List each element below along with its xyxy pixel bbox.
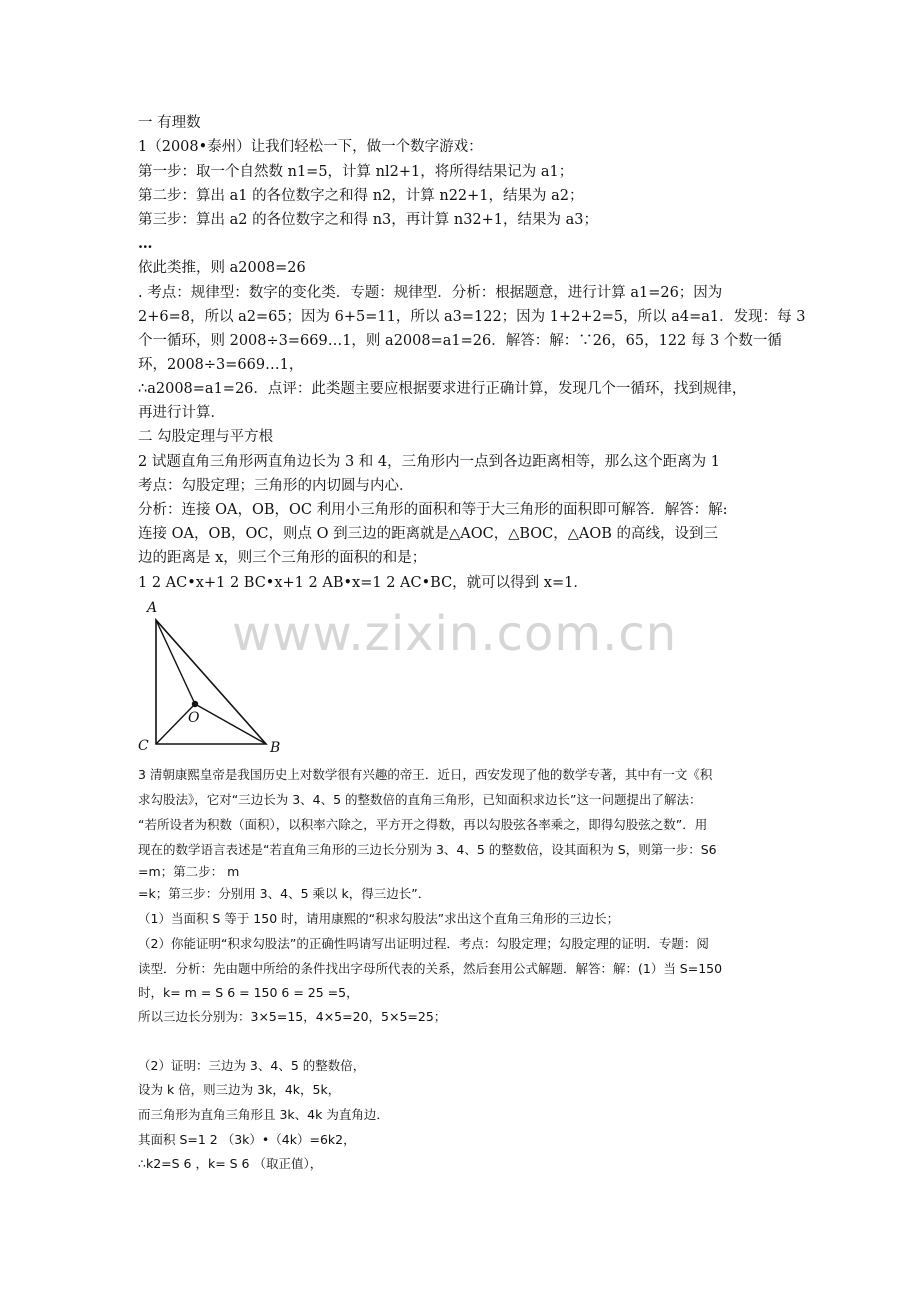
- text-line: 设为 k 倍，则三边为 3k，4k，5k，: [138, 1082, 341, 1097]
- text-line: 环，2008÷3=669…1，: [138, 357, 304, 373]
- text-line: 时，k= m = S 6 = 150 6 = 25 =5，: [138, 985, 359, 1000]
- label-a: A: [147, 600, 158, 616]
- text-line: 其面积 S=1 2 （3k）•（4k）=6k2，: [138, 1132, 356, 1147]
- text-line: 依此类推，则 a2008=26: [138, 260, 306, 276]
- text-line: 个一循环，则 2008÷3=669…1，则 a2008=a1=26．解答：解：∵26，65，122 每 3 个数一循: [138, 333, 782, 349]
- text-line: 2+6=8，所以 a2=65；因为 6+5=11，所以 a3=122；因为 1+2+2=5，所以 a4=a1．发现：每 3: [138, 309, 806, 325]
- text-line: 求勾股法》，它对“三边长为 3、4、5 的整数倍的直角三角形，已知面积求边长”这一问题提出了解法：: [138, 792, 702, 807]
- text-line: 1（2008•泰州）让我们轻松一下，做一个数字游戏：: [138, 139, 483, 155]
- text-line: 1 2 AC•x+1 2 BC•x+1 2 AB•x=1 2 AC•BC，就可以得到 x=1．: [138, 575, 588, 591]
- text-line: ∴k2=S 6 ，k= S 6 （取正值），: [138, 1156, 323, 1171]
- point-o: [192, 701, 198, 707]
- segment-ob: [195, 704, 266, 744]
- section1-heading: 一 有理数: [138, 115, 201, 131]
- text-line: 2 试题直角三角形两直角边长为 3 和 4，三角形内一点到各边距离相等，那么这个距离为 1: [138, 454, 720, 470]
- text-line: 读型．分析：先由题中所给的条件找出字母所代表的关系，然后套用公式解题．解答：解：(1）当 S=150: [138, 961, 723, 976]
- text-line: 所以三边长分别为：3×5=15，4×5=20，5×5=25；: [138, 1009, 447, 1024]
- ellipsis-line: …: [138, 235, 153, 252]
- text-line: 3 清朝康熙皇帝是我国历史上对数学很有兴趣的帝王．近日，西安发现了他的数学专著，其中有一文《积: [138, 767, 713, 782]
- text-line: ∴a2008=a1=26．点评：此类题主要应根据要求进行正确计算，发现几个一循环，找到规律，: [138, 381, 747, 397]
- text-line: 而三角形为直角三角形且 3k、4k 为直角边．: [138, 1107, 389, 1122]
- text-line: 第一步：取一个自然数 n1=5，计算 nl2+1，将所得结果记为 a1；: [138, 164, 574, 180]
- text-line: 连接 OA，OB，OC，则点 O 到三边的距离就是△AOC，△BOC，△AOB 的高线，设到三: [138, 526, 719, 542]
- label-c: C: [138, 738, 149, 754]
- text-line: =k；第三步：分别用 3、4、5 乘以 k，得三边长”．: [138, 886, 431, 901]
- text-line: （1）当面积 S 等于 150 时，请用康熙的“积求勾股法”求出这个直角三角形的三边长；: [138, 911, 620, 926]
- text-line: 再进行计算．: [138, 405, 225, 421]
- text-line: 现在的数学语言表述是“若直角三角形的三边长分别为 3、4、5 的整数倍，设其面积为 S，则第一步：S6: [138, 842, 717, 857]
- text-line: 考点：勾股定理；三角形的内切圆与内心．: [138, 478, 414, 494]
- section2-heading: 二 勾股定理与平方根: [138, 429, 274, 445]
- watermark: www.zixin.com.cn: [232, 606, 678, 662]
- text-line: “若所设者为积数（面积），以积率六除之，平方开之得数，再以勾股弦各率乘之，即得勾股弦之数”．用: [138, 817, 708, 832]
- label-b: B: [270, 740, 281, 756]
- text-line: . 考点：规律型：数字的变化类．专题：规律型．分析：根据题意，进行计算 a1=26；因为: [138, 285, 723, 301]
- text-line: 边的距离是 x，则三个三角形的面积的和是；: [138, 550, 427, 566]
- text-line: 第三步：算出 a2 的各位数字之和得 n3，再计算 n32+1，结果为 a3；: [138, 212, 599, 228]
- label-o: O: [188, 710, 200, 726]
- text-line: 第二步：算出 a1 的各位数字之和得 n2，计算 n22+1，结果为 a2；: [138, 188, 584, 204]
- segment-oa: [156, 620, 195, 704]
- text-line: （2）你能证明“积求勾股法”的正确性吗请写出证明过程．考点：勾股定理；勾股定理的证明．专题：阅: [138, 936, 709, 951]
- text-line: 分析：连接 OA，OB，OC 利用小三角形的面积和等于大三角形的面积即可解答．解答：解:: [138, 502, 728, 518]
- text-line: （2）证明：三边为 3、4、5 的整数倍，: [138, 1058, 366, 1073]
- text-line: =m；第二步： m: [138, 864, 240, 879]
